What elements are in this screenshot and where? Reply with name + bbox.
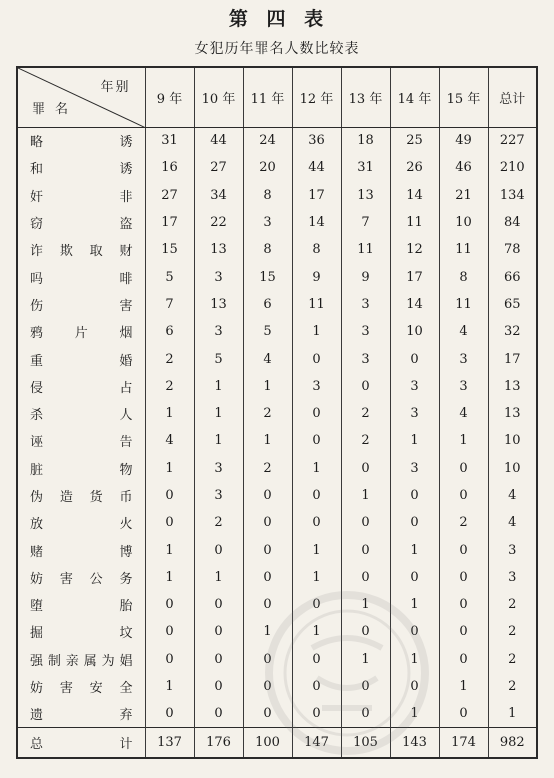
year-count-cell: 1 <box>390 591 439 618</box>
year-count-cell: 0 <box>292 700 341 727</box>
year-count-cell: 0 <box>390 509 439 536</box>
table-row <box>17 209 537 236</box>
table-row <box>17 700 537 727</box>
row-total-cell: 17 <box>488 345 537 372</box>
column-header: 9 年 <box>145 67 194 127</box>
year-count-cell: 3 <box>390 400 439 427</box>
year-count-cell: 0 <box>292 400 341 427</box>
table-row <box>17 646 537 673</box>
table-row <box>17 345 537 372</box>
year-count-cell: 0 <box>145 509 194 536</box>
year-count-cell: 15 <box>243 263 292 290</box>
row-total-cell: 13 <box>488 400 537 427</box>
year-count-cell: 0 <box>292 427 341 454</box>
year-count-cell: 25 <box>390 127 439 154</box>
year-count-cell: 0 <box>292 345 341 372</box>
crime-comparison-table <box>16 66 538 759</box>
year-count-cell: 3 <box>194 482 243 509</box>
table-row <box>17 536 537 563</box>
year-count-cell: 1 <box>145 564 194 591</box>
total-row <box>17 728 537 758</box>
year-count-cell: 3 <box>194 455 243 482</box>
year-count-cell: 0 <box>390 673 439 700</box>
year-count-cell: 31 <box>341 154 390 181</box>
column-header: 14 年 <box>390 67 439 127</box>
diagonal-header-cell <box>17 67 145 127</box>
year-count-cell: 11 <box>341 236 390 263</box>
year-count-cell: 1 <box>194 373 243 400</box>
crime-name-cell: 遗弃 <box>30 708 133 724</box>
year-count-cell: 4 <box>439 400 488 427</box>
year-count-cell: 14 <box>390 182 439 209</box>
row-total-cell: 10 <box>488 427 537 454</box>
year-count-cell: 1 <box>390 700 439 727</box>
year-count-cell: 44 <box>292 154 341 181</box>
row-total-cell: 2 <box>488 673 537 700</box>
total-label: 总计 <box>17 728 145 758</box>
year-count-cell: 0 <box>243 564 292 591</box>
year-count-cell: 21 <box>439 182 488 209</box>
year-count-cell: 0 <box>145 591 194 618</box>
total-cell: 143 <box>390 728 439 758</box>
year-count-cell: 20 <box>243 154 292 181</box>
year-count-cell: 2 <box>194 509 243 536</box>
year-count-cell: 46 <box>439 154 488 181</box>
year-count-cell: 15 <box>145 236 194 263</box>
year-count-cell: 0 <box>292 646 341 673</box>
year-count-cell: 1 <box>243 618 292 645</box>
year-count-cell: 5 <box>194 345 243 372</box>
year-count-cell: 1 <box>243 373 292 400</box>
year-count-cell: 16 <box>145 154 194 181</box>
year-count-cell: 24 <box>243 127 292 154</box>
year-count-cell: 1 <box>341 482 390 509</box>
row-total-cell: 1 <box>488 700 537 727</box>
year-count-cell: 4 <box>145 427 194 454</box>
table-row <box>17 373 537 400</box>
crime-header-label: 罪名 <box>32 101 79 117</box>
year-count-cell: 1 <box>145 673 194 700</box>
year-count-cell: 0 <box>341 373 390 400</box>
year-count-cell: 0 <box>243 646 292 673</box>
year-count-cell: 11 <box>439 236 488 263</box>
year-count-cell: 1 <box>341 646 390 673</box>
crime-name-cell: 重婚 <box>30 353 133 369</box>
year-count-cell: 0 <box>341 673 390 700</box>
year-count-cell: 1 <box>145 455 194 482</box>
row-total-cell: 2 <box>488 591 537 618</box>
year-count-cell: 2 <box>243 455 292 482</box>
year-count-cell: 1 <box>292 455 341 482</box>
table-row <box>17 318 537 345</box>
year-count-cell: 0 <box>145 618 194 645</box>
year-count-cell: 2 <box>243 400 292 427</box>
table-row <box>17 618 537 645</box>
table-row <box>17 263 537 290</box>
year-count-cell: 0 <box>341 700 390 727</box>
row-total-cell: 4 <box>488 482 537 509</box>
year-count-cell: 0 <box>292 482 341 509</box>
year-count-cell: 0 <box>292 591 341 618</box>
crime-name-cell: 赌博 <box>30 544 133 560</box>
table-row <box>17 291 537 318</box>
year-count-cell: 2 <box>439 509 488 536</box>
year-count-cell: 3 <box>292 373 341 400</box>
year-count-cell: 0 <box>390 345 439 372</box>
year-count-cell: 0 <box>145 482 194 509</box>
year-count-cell: 11 <box>292 291 341 318</box>
year-count-cell: 0 <box>243 509 292 536</box>
year-count-cell: 3 <box>390 455 439 482</box>
year-count-cell: 2 <box>341 400 390 427</box>
year-count-cell: 0 <box>243 673 292 700</box>
year-count-cell: 1 <box>292 564 341 591</box>
crime-name-cell: 侵占 <box>30 380 133 396</box>
column-header: 15 年 <box>439 67 488 127</box>
year-count-cell: 1 <box>341 591 390 618</box>
year-count-cell: 8 <box>243 182 292 209</box>
year-count-cell: 5 <box>145 263 194 290</box>
row-total-cell: 2 <box>488 618 537 645</box>
year-count-cell: 26 <box>390 154 439 181</box>
year-count-cell: 1 <box>194 564 243 591</box>
year-count-cell: 3 <box>341 345 390 372</box>
column-header: 总计 <box>488 67 537 127</box>
year-count-cell: 2 <box>145 373 194 400</box>
year-count-cell: 2 <box>145 345 194 372</box>
year-count-cell: 1 <box>292 536 341 563</box>
year-count-cell: 3 <box>194 318 243 345</box>
year-count-cell: 1 <box>390 536 439 563</box>
year-count-cell: 1 <box>145 400 194 427</box>
year-count-cell: 31 <box>145 127 194 154</box>
year-count-cell: 27 <box>145 182 194 209</box>
year-count-cell: 0 <box>243 700 292 727</box>
row-total-cell: 3 <box>488 536 537 563</box>
year-count-cell: 22 <box>194 209 243 236</box>
crime-name-cell: 妨害安全 <box>30 681 133 697</box>
year-count-cell: 36 <box>292 127 341 154</box>
year-count-cell: 44 <box>194 127 243 154</box>
year-count-cell: 0 <box>194 536 243 563</box>
crime-name-cell: 伪造货币 <box>30 490 133 505</box>
crime-name-cell: 妨害公务 <box>30 571 133 587</box>
year-count-cell: 3 <box>341 318 390 345</box>
crime-name-cell: 和诱 <box>30 162 133 178</box>
row-total-cell: 32 <box>488 318 537 345</box>
year-count-cell: 14 <box>390 291 439 318</box>
total-cell: 100 <box>243 728 292 758</box>
year-count-cell: 3 <box>243 209 292 236</box>
year-count-cell: 3 <box>439 345 488 372</box>
year-count-cell: 6 <box>243 291 292 318</box>
year-count-cell: 0 <box>439 646 488 673</box>
year-count-cell: 0 <box>194 618 243 645</box>
row-total-cell: 3 <box>488 564 537 591</box>
crime-name-cell: 窃盗 <box>30 217 133 233</box>
year-count-cell: 14 <box>292 209 341 236</box>
year-count-cell: 0 <box>390 482 439 509</box>
year-count-cell: 0 <box>439 564 488 591</box>
table-row <box>17 482 537 509</box>
year-count-cell: 0 <box>292 673 341 700</box>
table-body <box>17 127 537 728</box>
year-count-cell: 0 <box>439 591 488 618</box>
year-count-cell: 3 <box>390 373 439 400</box>
year-count-cell: 17 <box>390 263 439 290</box>
table-row <box>17 154 537 181</box>
crime-name-cell: 诬告 <box>30 435 133 451</box>
year-count-cell: 0 <box>390 618 439 645</box>
crime-name-cell: 伤害 <box>30 298 133 314</box>
total-cell: 147 <box>292 728 341 758</box>
table-row <box>17 509 537 536</box>
row-total-cell: 10 <box>488 455 537 482</box>
total-cell: 176 <box>194 728 243 758</box>
year-count-cell: 0 <box>243 591 292 618</box>
total-cell: 105 <box>341 728 390 758</box>
year-count-cell: 0 <box>194 700 243 727</box>
year-count-cell: 10 <box>390 318 439 345</box>
row-total-cell: 227 <box>488 127 537 154</box>
year-count-cell: 34 <box>194 182 243 209</box>
total-cell: 982 <box>488 728 537 758</box>
row-total-cell: 84 <box>488 209 537 236</box>
year-count-cell: 4 <box>439 318 488 345</box>
year-count-cell: 1 <box>292 618 341 645</box>
table-caption: 女犯历年罪名人数比较表 <box>194 41 360 57</box>
year-count-cell: 13 <box>194 236 243 263</box>
row-total-cell: 134 <box>488 182 537 209</box>
year-count-cell: 0 <box>145 700 194 727</box>
table-row <box>17 427 537 454</box>
row-total-cell: 210 <box>488 154 537 181</box>
table-row <box>17 400 537 427</box>
crime-name-cell: 强制亲属为娼 <box>30 653 133 669</box>
year-count-cell: 4 <box>243 345 292 372</box>
year-count-cell: 49 <box>439 127 488 154</box>
year-count-cell: 1 <box>194 400 243 427</box>
year-count-cell: 0 <box>292 509 341 536</box>
year-count-cell: 10 <box>439 209 488 236</box>
crime-name-cell: 诈欺取财 <box>30 244 133 260</box>
column-header: 13 年 <box>341 67 390 127</box>
year-count-cell: 0 <box>341 564 390 591</box>
column-header: 12 年 <box>292 67 341 127</box>
year-count-cell: 8 <box>292 236 341 263</box>
table-row <box>17 182 537 209</box>
year-count-cell: 7 <box>145 291 194 318</box>
total-cell: 137 <box>145 728 194 758</box>
year-count-cell: 0 <box>439 455 488 482</box>
row-total-cell: 13 <box>488 373 537 400</box>
year-count-cell: 1 <box>390 427 439 454</box>
row-total-cell: 2 <box>488 646 537 673</box>
year-count-cell: 2 <box>341 427 390 454</box>
table-row <box>17 564 537 591</box>
year-count-cell: 8 <box>243 236 292 263</box>
header-row <box>17 67 537 127</box>
row-total-cell: 66 <box>488 263 537 290</box>
year-count-cell: 0 <box>194 591 243 618</box>
year-count-cell: 1 <box>439 673 488 700</box>
year-count-cell: 0 <box>439 482 488 509</box>
total-cell: 174 <box>439 728 488 758</box>
table-row <box>17 455 537 482</box>
crime-name-cell: 掘坟 <box>30 626 133 642</box>
year-count-cell: 3 <box>341 291 390 318</box>
year-count-cell: 13 <box>194 291 243 318</box>
year-count-cell: 0 <box>341 509 390 536</box>
crime-name-cell: 放火 <box>30 517 133 533</box>
crime-name-cell: 脏物 <box>30 462 133 478</box>
year-count-cell: 8 <box>439 263 488 290</box>
year-count-cell: 0 <box>341 536 390 563</box>
column-header: 10 年 <box>194 67 243 127</box>
year-count-cell: 12 <box>390 236 439 263</box>
year-count-cell: 1 <box>292 318 341 345</box>
row-total-cell: 65 <box>488 291 537 318</box>
year-header-label: 年别 <box>100 80 131 95</box>
year-count-cell: 27 <box>194 154 243 181</box>
year-count-cell: 0 <box>439 618 488 645</box>
year-count-cell: 0 <box>194 646 243 673</box>
year-count-cell: 1 <box>439 427 488 454</box>
row-total-cell: 78 <box>488 236 537 263</box>
year-count-cell: 0 <box>243 536 292 563</box>
year-count-cell: 1 <box>390 646 439 673</box>
year-count-cell: 11 <box>390 209 439 236</box>
crime-name-cell: 吗啡 <box>30 271 133 287</box>
year-count-cell: 9 <box>292 263 341 290</box>
table-row <box>17 673 537 700</box>
year-count-cell: 0 <box>439 536 488 563</box>
year-count-cell: 6 <box>145 318 194 345</box>
year-count-cell: 1 <box>194 427 243 454</box>
year-count-cell: 17 <box>145 209 194 236</box>
year-count-cell: 3 <box>439 373 488 400</box>
year-count-cell: 1 <box>243 427 292 454</box>
year-count-cell: 3 <box>194 263 243 290</box>
year-count-cell: 0 <box>243 482 292 509</box>
year-count-cell: 9 <box>341 263 390 290</box>
year-count-cell: 18 <box>341 127 390 154</box>
crime-name-cell: 杀人 <box>30 408 133 424</box>
year-count-cell: 0 <box>341 618 390 645</box>
table-number-heading: 第 四 表 <box>228 8 326 30</box>
year-count-cell: 0 <box>145 646 194 673</box>
column-header: 11 年 <box>243 67 292 127</box>
crime-name-cell: 堕胎 <box>30 599 133 615</box>
crime-name-cell: 略诱 <box>30 135 133 151</box>
year-count-cell: 17 <box>292 182 341 209</box>
year-count-cell: 11 <box>439 291 488 318</box>
crime-name-cell: 鸦片烟 <box>30 326 133 342</box>
year-count-cell: 5 <box>243 318 292 345</box>
year-count-cell: 7 <box>341 209 390 236</box>
crime-name-cell: 奸非 <box>30 189 133 205</box>
table-row <box>17 591 537 618</box>
year-count-cell: 13 <box>341 182 390 209</box>
year-count-cell: 0 <box>194 673 243 700</box>
table-row <box>17 127 537 154</box>
year-count-cell: 0 <box>390 564 439 591</box>
year-count-cell: 0 <box>341 455 390 482</box>
row-total-cell: 4 <box>488 509 537 536</box>
table-row <box>17 236 537 263</box>
year-count-cell: 1 <box>145 536 194 563</box>
year-count-cell: 0 <box>439 700 488 727</box>
